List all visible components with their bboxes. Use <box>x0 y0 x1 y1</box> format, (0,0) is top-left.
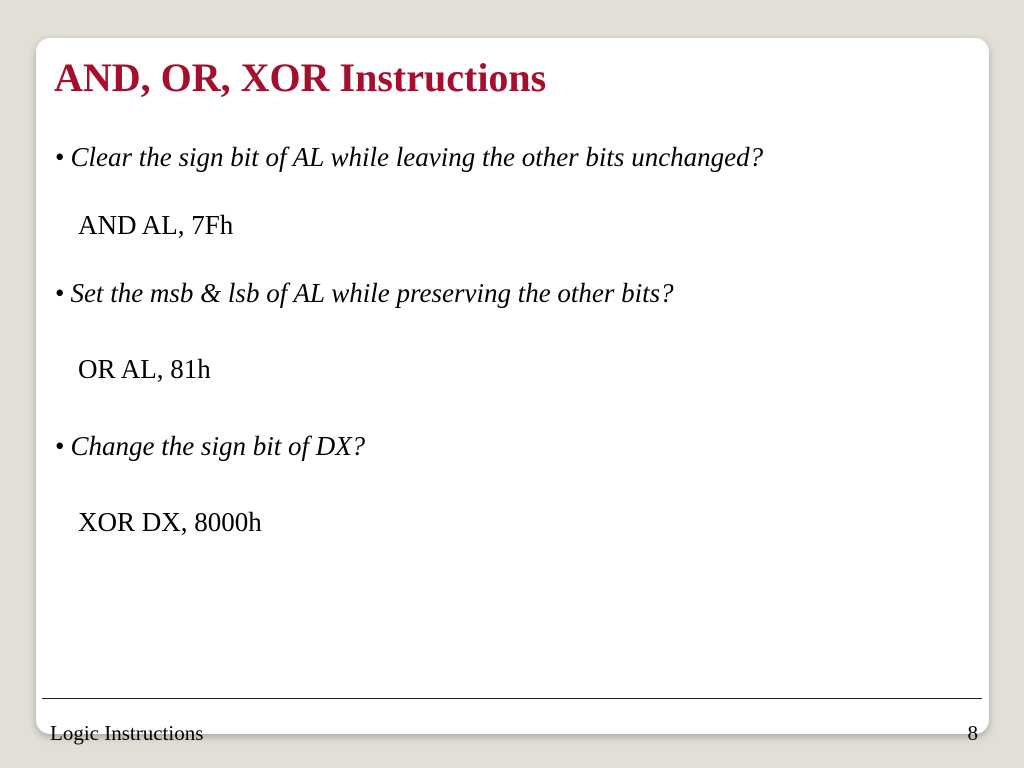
code-answer-3: XOR DX, 8000h <box>78 507 262 537</box>
bullet-question: Clear the sign bit of AL while leaving the other bits unchanged? <box>70 142 764 172</box>
bullet-question: Change the sign bit of DX? <box>70 431 366 461</box>
footer-divider <box>42 698 982 699</box>
code-answer-1: AND AL, 7Fh <box>78 210 234 240</box>
code-answer-2: OR AL, 81h <box>78 354 211 384</box>
footer-label: Logic Instructions <box>50 721 204 745</box>
bullet-item-2 <box>55 276 674 310</box>
bullet-question: Set the msb & lsb of AL while preserving the other bits? <box>70 278 674 308</box>
bullet-marker: • <box>55 431 65 461</box>
bullet-item-3 <box>55 429 365 463</box>
slide-title: AND, OR, XOR Instructions <box>54 55 547 100</box>
bullet-marker: • <box>55 142 65 172</box>
bullet-item-1 <box>55 140 763 174</box>
page-number: 8 <box>967 721 978 745</box>
bullet-marker: • <box>55 278 65 308</box>
